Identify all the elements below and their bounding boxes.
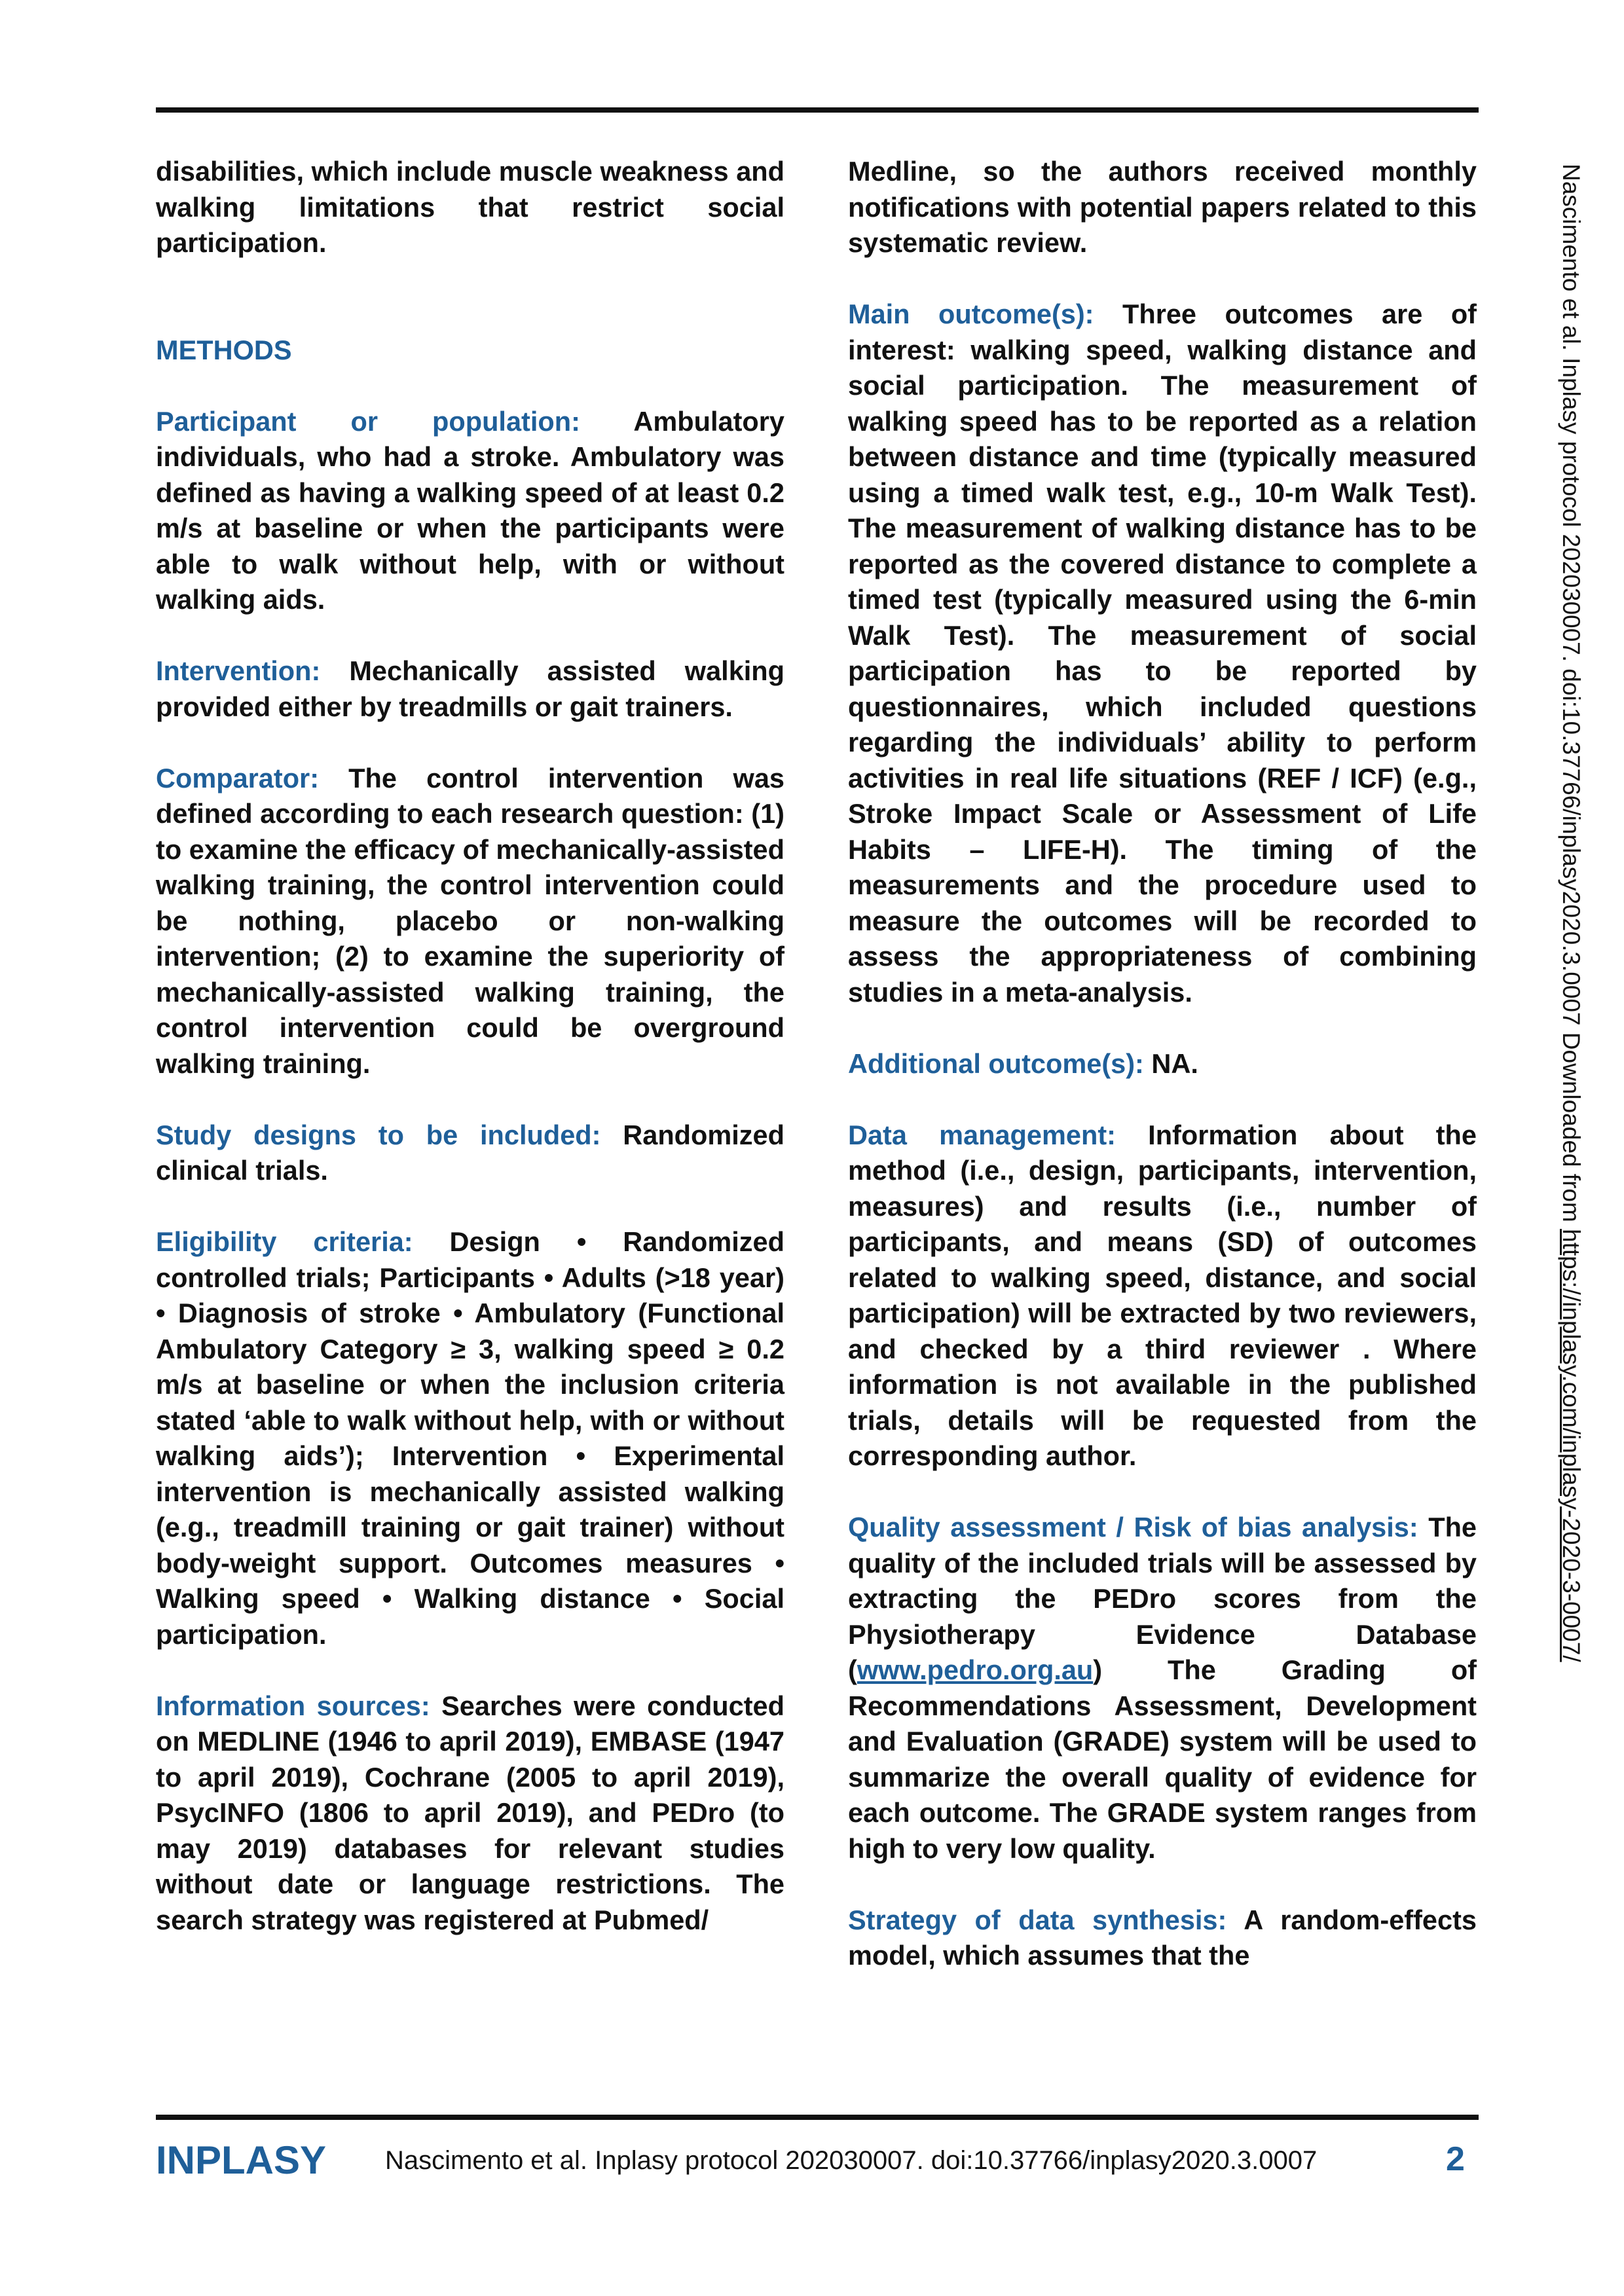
continuation-paragraph: Medline, so the authors received monthly notifications with potential papers related to this systematic review. (848, 156, 1477, 258)
eligibility-text: Design • Randomized controlled trials; Participants • Adults (>18 year) • Diagnosis of stroke • Ambulatory (Functional Ambulatory Category ≥ 3, walking speed ≥ 0.2 m/s at baseline or when the inclusion criteria stated ‘able to walk without help, with or without walking aids’); Intervention • Experimental intervention is mechanically assisted walking (e.g., treadmill training or gait trainer) without body-weight support. Outcomes measures • Walking speed • Walking distance • Social participation. (156, 1226, 784, 1650)
main-outcomes-label: Main outcome(s): (848, 299, 1094, 329)
eligibility-paragraph (156, 1224, 784, 1652)
comparator-label: Comparator: (156, 762, 320, 793)
intervention-text: Mechanically assisted walking provided either by treadmills or gait trainers. (156, 655, 784, 722)
information-sources-text: Searches were conducted on MEDLINE (1946 to april 2019), EMBASE (1947 to april 2019), Cochrane (2005 to april 2019), PsycINFO (1806 to april 2019), and PEDro (to may 2019) databases for relevant studies without date or language restrictions. The search strategy was registered at Pubmed/ (156, 1690, 784, 1935)
intervention-label: Intervention: (156, 655, 321, 686)
right-column (848, 154, 1477, 1974)
data-management-text: Information about the method (i.e., design, participants, intervention, measures) and results (i.e., number of participants, and means (SD) of outcomes related to walking speed, distance, and social participation) will be extracted by two reviewers, and checked by a third reviewer . Where information is not available in the published trials, details will be requested from the corresponding author. (848, 1119, 1477, 1471)
main-outcomes-paragraph (848, 297, 1477, 1010)
main-outcomes-text: Three outcomes are of interest: walking speed, walking distance and social participation. The measurement of walking speed has to be reported as a relation between distance and time (typically measured using a timed walk test, e.g., 10-m Walk Test). The measurement of walking distance has to be reported as the covered distance to complete a timed test (typically measured using the 6-min Walk Test). The measurement of social participation has to be reported by questionnaires, which included questions regarding the individuals’ ability to perform activities in real life situations (REF / ICF) (e.g., Stroke Impact Scale or Assessment of Life Habits – LIFE-H). The timing of the measurements and the procedure used to measure the outcomes will be recorded to assess the appropriateness of combining studies in a meta-analysis. (848, 299, 1477, 1008)
study-designs-text: Randomized clinical trials. (156, 1119, 784, 1186)
synthesis-paragraph (848, 1903, 1477, 1974)
comparator-text: The control intervention was defined according to each research question: (1) to examine the efficacy of mechanically-assisted walking training, the control intervention could be nothing, placebo or non-walking intervention; (2) to examine the superiority of mechanically-assisted walking training, the control intervention could be overground walking training. (156, 762, 784, 1079)
data-management-paragraph (848, 1118, 1477, 1474)
quality-text-before: The quality of the included trials will be assessed by extracting the PEDro scores from the Physiotherapy Evidence Database ( (848, 1512, 1477, 1685)
left-column (156, 154, 784, 1938)
additional-outcomes-paragraph (848, 1046, 1477, 1082)
top-rule (156, 107, 1479, 113)
intro-paragraph: disabilities, which include muscle weakness and walking limitations that restrict social participation. (156, 156, 784, 258)
pedro-link[interactable]: www.pedro.org.au (857, 1654, 1094, 1685)
additional-outcomes-label: Additional outcome(s): (848, 1048, 1144, 1079)
study-designs-label: Study designs to be included: (156, 1119, 601, 1150)
eligibility-label: Eligibility criteria: (156, 1226, 413, 1257)
synthesis-label: Strategy of data synthesis: (848, 1904, 1227, 1935)
information-sources-label: Information sources: (156, 1690, 430, 1721)
comparator-paragraph (156, 761, 784, 1082)
information-sources-paragraph (156, 1688, 784, 1939)
page-number: 2 (1446, 2140, 1465, 2178)
participant-text: Ambulatory individuals, who had a stroke. Ambulatory was defined as having a walking speed of at least 0.2 m/s at baseline or when the participants were able to walk without help, with or without walking aids. (156, 405, 784, 615)
participant-label: Participant or population: (156, 405, 580, 437)
quality-paragraph (848, 1510, 1477, 1867)
inplasy-logo: INPLASY (156, 2138, 327, 2182)
data-management-label: Data management: (848, 1119, 1116, 1150)
participant-paragraph (156, 404, 784, 618)
footer-citation: Nascimento et al. Inplasy protocol 202030007. doi:10.37766/inplasy2020.3.0007 (385, 2146, 1318, 2175)
methods-heading: METHODS (156, 334, 292, 365)
bottom-rule (156, 2115, 1479, 2120)
side-note-text: Nascimento et al. Inplasy protocol 202030007. doi:10.37766/inplasy2020.3.0007 Downloaded from (1558, 164, 1585, 1230)
synthesis-text: A random-effects model, which assumes that the (848, 1904, 1477, 1971)
study-designs-paragraph (156, 1118, 784, 1189)
intervention-paragraph (156, 653, 784, 725)
side-download-note (1557, 164, 1585, 1662)
quality-label: Quality assessment / Risk of bias analysis: (848, 1512, 1418, 1542)
additional-outcomes-text: NA. (1143, 1048, 1198, 1079)
quality-text-after: ) The Grading of Recommendations Assessment, Development and Evaluation (GRADE) system will be used to summarize the overall quality of evidence for each outcome. The GRADE system ranges from high to very low quality. (848, 1654, 1477, 1864)
side-note-link[interactable]: https://inplasy.com/inplasy-2020-3-0007/ (1558, 1229, 1585, 1662)
